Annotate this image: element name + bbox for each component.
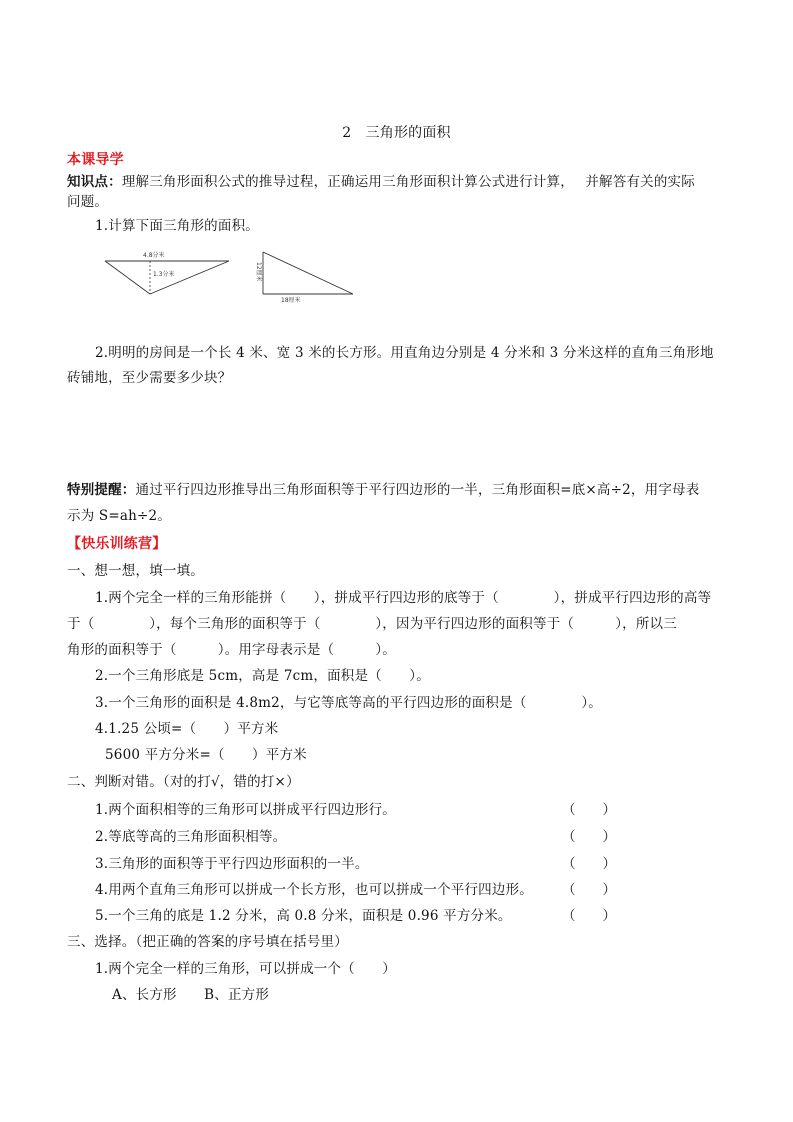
knowledge-point-line1: [67, 173, 695, 191]
section-heading-practice: 【快乐训练营】: [67, 536, 167, 552]
part1-q1-line1: 1.两个完全一样的三角形能拼（ ），拼成平行四边形的底等于（ ），拼成平行四边形的高等: [95, 590, 712, 606]
part3-q1-options: A、长方形 B、正方形: [112, 987, 270, 1003]
judge-item-2: 2.等底等高的三角形面积相等。: [95, 829, 287, 845]
triangle-figure-1: [100, 248, 235, 298]
part3-heading: 三、选择。（把正确的答案的序号填在括号里）: [67, 934, 348, 950]
judge-answer-2: （ ）: [562, 829, 616, 845]
question-2-line2: 砖铺地，至少需要多少块？: [67, 370, 232, 386]
knowledge-point-line2: 问题。: [67, 194, 109, 210]
part1-q1-line3: 角形的面积等于（ ）。用字母表示是（ ）。: [67, 642, 396, 658]
part1-q2: 2.一个三角形底是 5cm，高是 7cm，面积是（ ）。: [95, 668, 430, 684]
triangle-figure-2: [243, 248, 358, 304]
page-title: 2 三角形的面积: [342, 125, 451, 141]
judge-item-4: 4.用两个直角三角形可以拼成一个长方形，也可以拼成一个平行四边形。: [95, 882, 533, 898]
fig2-height-label: 12厘米: [255, 262, 262, 282]
fig1-base-label: 4.8分米: [143, 252, 165, 259]
part1-q1-line2: 于（ ），每个三角形的面积等于（ ），因为平行四边形的面积等于（ ），所以三: [67, 616, 677, 632]
knowledge-text: 理解三角形面积公式的推导过程，正确运用三角形面积计算公式进行计算， 并解答有关的实际: [121, 174, 695, 190]
reminder-line1: [67, 481, 699, 499]
reminder-line2: 示为 S=ah÷2。: [67, 508, 171, 524]
reminder-text: 通过平行四边形推导出三角形面积等于平行四边形的一半，三角形面积=底×高÷2，用字母表: [135, 482, 700, 498]
judge-item-1: 1.两个面积相等的三角形可以拼成平行四边形行。: [95, 802, 396, 818]
fig1-height-label: 1.3分米: [153, 271, 175, 278]
part1-q4-line1: 4.1.25 公顷=（ ）平方米: [95, 721, 279, 737]
fig2-base-label: 18厘米: [281, 297, 301, 304]
reminder-label: 特别提醒：: [67, 482, 136, 498]
part3-q1: 1.两个完全一样的三角形，可以拼成一个（ ）: [95, 961, 396, 977]
judge-answer-3: （ ）: [562, 856, 616, 872]
part1-heading: 一、想一想，填一填。: [67, 563, 204, 579]
question-1-calc: 1.计算下面三角形的面积。: [95, 218, 259, 234]
judge-answer-1: （ ）: [562, 802, 616, 818]
knowledge-label: 知识点：: [67, 174, 122, 190]
part2-heading: 二、判断对错。（对的打√，错的打×）: [67, 774, 300, 790]
judge-item-5: 5.一个三角的底是 1.2 分米，高 0.8 分米，面积是 0.96 平方分米。: [95, 908, 512, 924]
judge-answer-5: （ ）: [562, 908, 616, 924]
judge-answer-4: （ ）: [562, 882, 616, 898]
question-2-line1: 2.明明的房间是一个长 4 米、宽 3 米的长方形。用直角边分别是 4 分米和 3 分米这样的直角三角形地: [95, 345, 714, 361]
section-heading-guide: 本课导学: [67, 152, 124, 168]
judge-item-3: 3.三角形的面积等于平行四边形面积的一半。: [95, 856, 369, 872]
part1-q3: 3.一个三角形的面积是 4.8m2，与它等底等高的平行四边形的面积是（ ）。: [95, 695, 602, 711]
part1-q4-line2: 5600 平方分米=（ ）平方米: [105, 747, 307, 763]
